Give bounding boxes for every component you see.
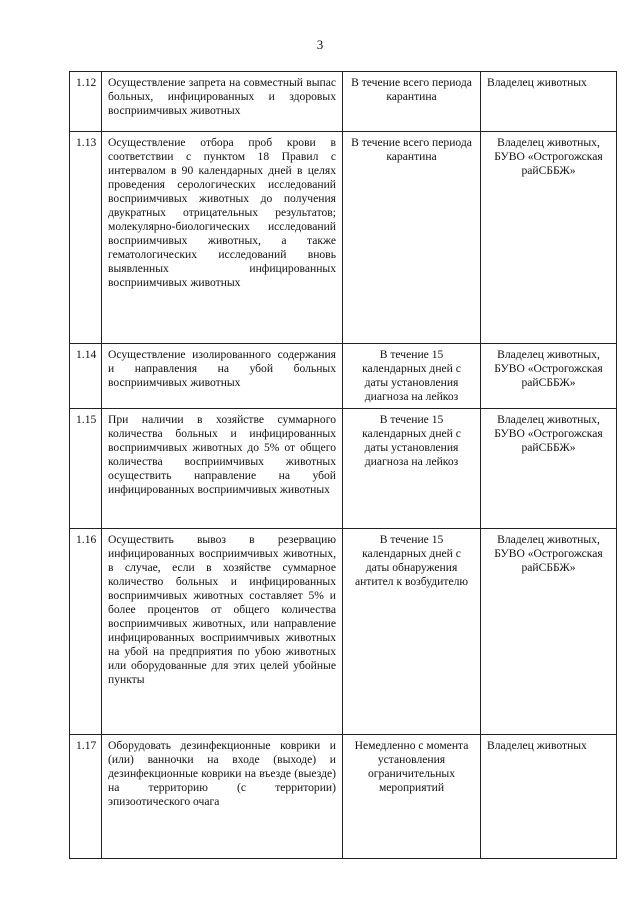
measure-text: Оборудовать дезинфекционные коврики и (или) ванночки на входе (выходе) и дезинфекционные коврики на въезде (выезде) на территорию (с территории) эпизоотического очага: [102, 735, 343, 859]
measure-text: Осуществление запрета на совместный выпас больных, инфицированных и здоровых восприимчивых животных: [102, 72, 343, 132]
measure-responsible: Владелец животных, БУВО «Острогожская райСББЖ»: [481, 132, 617, 344]
measures-table: [69, 71, 617, 859]
row-number: 1.12: [70, 72, 102, 132]
table-row: [70, 132, 617, 344]
measure-responsible: Владелец животных: [481, 735, 617, 859]
measure-responsible: Владелец животных, БУВО «Острогожская райСББЖ»: [481, 529, 617, 735]
measure-text: Осуществление изолированного содержания и направления на убой больных восприимчивых животных: [102, 344, 343, 409]
measure-text: При наличии в хозяйстве суммарного количества больных и инфицированных восприимчивых животных до 5% от общего количества восприимчивых животных осуществить направление на убой инфицированных восприимчивых животных: [102, 409, 343, 529]
table-row: [70, 735, 617, 859]
measure-responsible: Владелец животных, БУВО «Острогожская райСББЖ»: [481, 409, 617, 529]
measure-responsible: Владелец животных: [481, 72, 617, 132]
row-number: 1.13: [70, 132, 102, 344]
row-number: 1.17: [70, 735, 102, 859]
table-row: [70, 344, 617, 409]
row-number: 1.15: [70, 409, 102, 529]
table-row: [70, 409, 617, 529]
measure-responsible: Владелец животных, БУВО «Острогожская райСББЖ»: [481, 344, 617, 409]
measure-text: Осуществить вывоз в резервацию инфицированных восприимчивых животных, в случае, если в хозяйстве суммарное количество больных и инфицированных восприимчивых животных составляет 5% и более процентов от общего количества восприимчивых животных, или направление инфицированных восприимчивых животных на убой на предприятия по убою животных или оборудованные для этих целей убойные пункты: [102, 529, 343, 735]
measure-text: Осуществление отбора проб крови в соответствии с пунктом 18 Правил с интервалом в 90 календарных дней в целях проведения серологических исследований восприимчивых животных до получения двукратных отрицательных результатов; молекулярно-биологических исследований восприимчивых животных, а также гематологических исследований вновь выявленных инфицированных восприимчивых животных: [102, 132, 343, 344]
page-number: 3: [316, 37, 324, 52]
measure-term: В течение всего периода карантина: [343, 132, 481, 344]
table-row: [70, 72, 617, 132]
row-number: 1.14: [70, 344, 102, 409]
table-row: [70, 529, 617, 735]
measure-term: В течение 15 календарных дней с даты установления диагноза на лейкоз: [343, 409, 481, 529]
row-number: 1.16: [70, 529, 102, 735]
measure-term: Немедленно с момента установления ограничительных мероприятий: [343, 735, 481, 859]
measure-term: В течение всего периода карантина: [343, 72, 481, 132]
measure-term: В течение 15 календарных дней с даты установления диагноза на лейкоз: [343, 344, 481, 409]
measure-term: В течение 15 календарных дней с даты обнаружения антител к возбудителю: [343, 529, 481, 735]
